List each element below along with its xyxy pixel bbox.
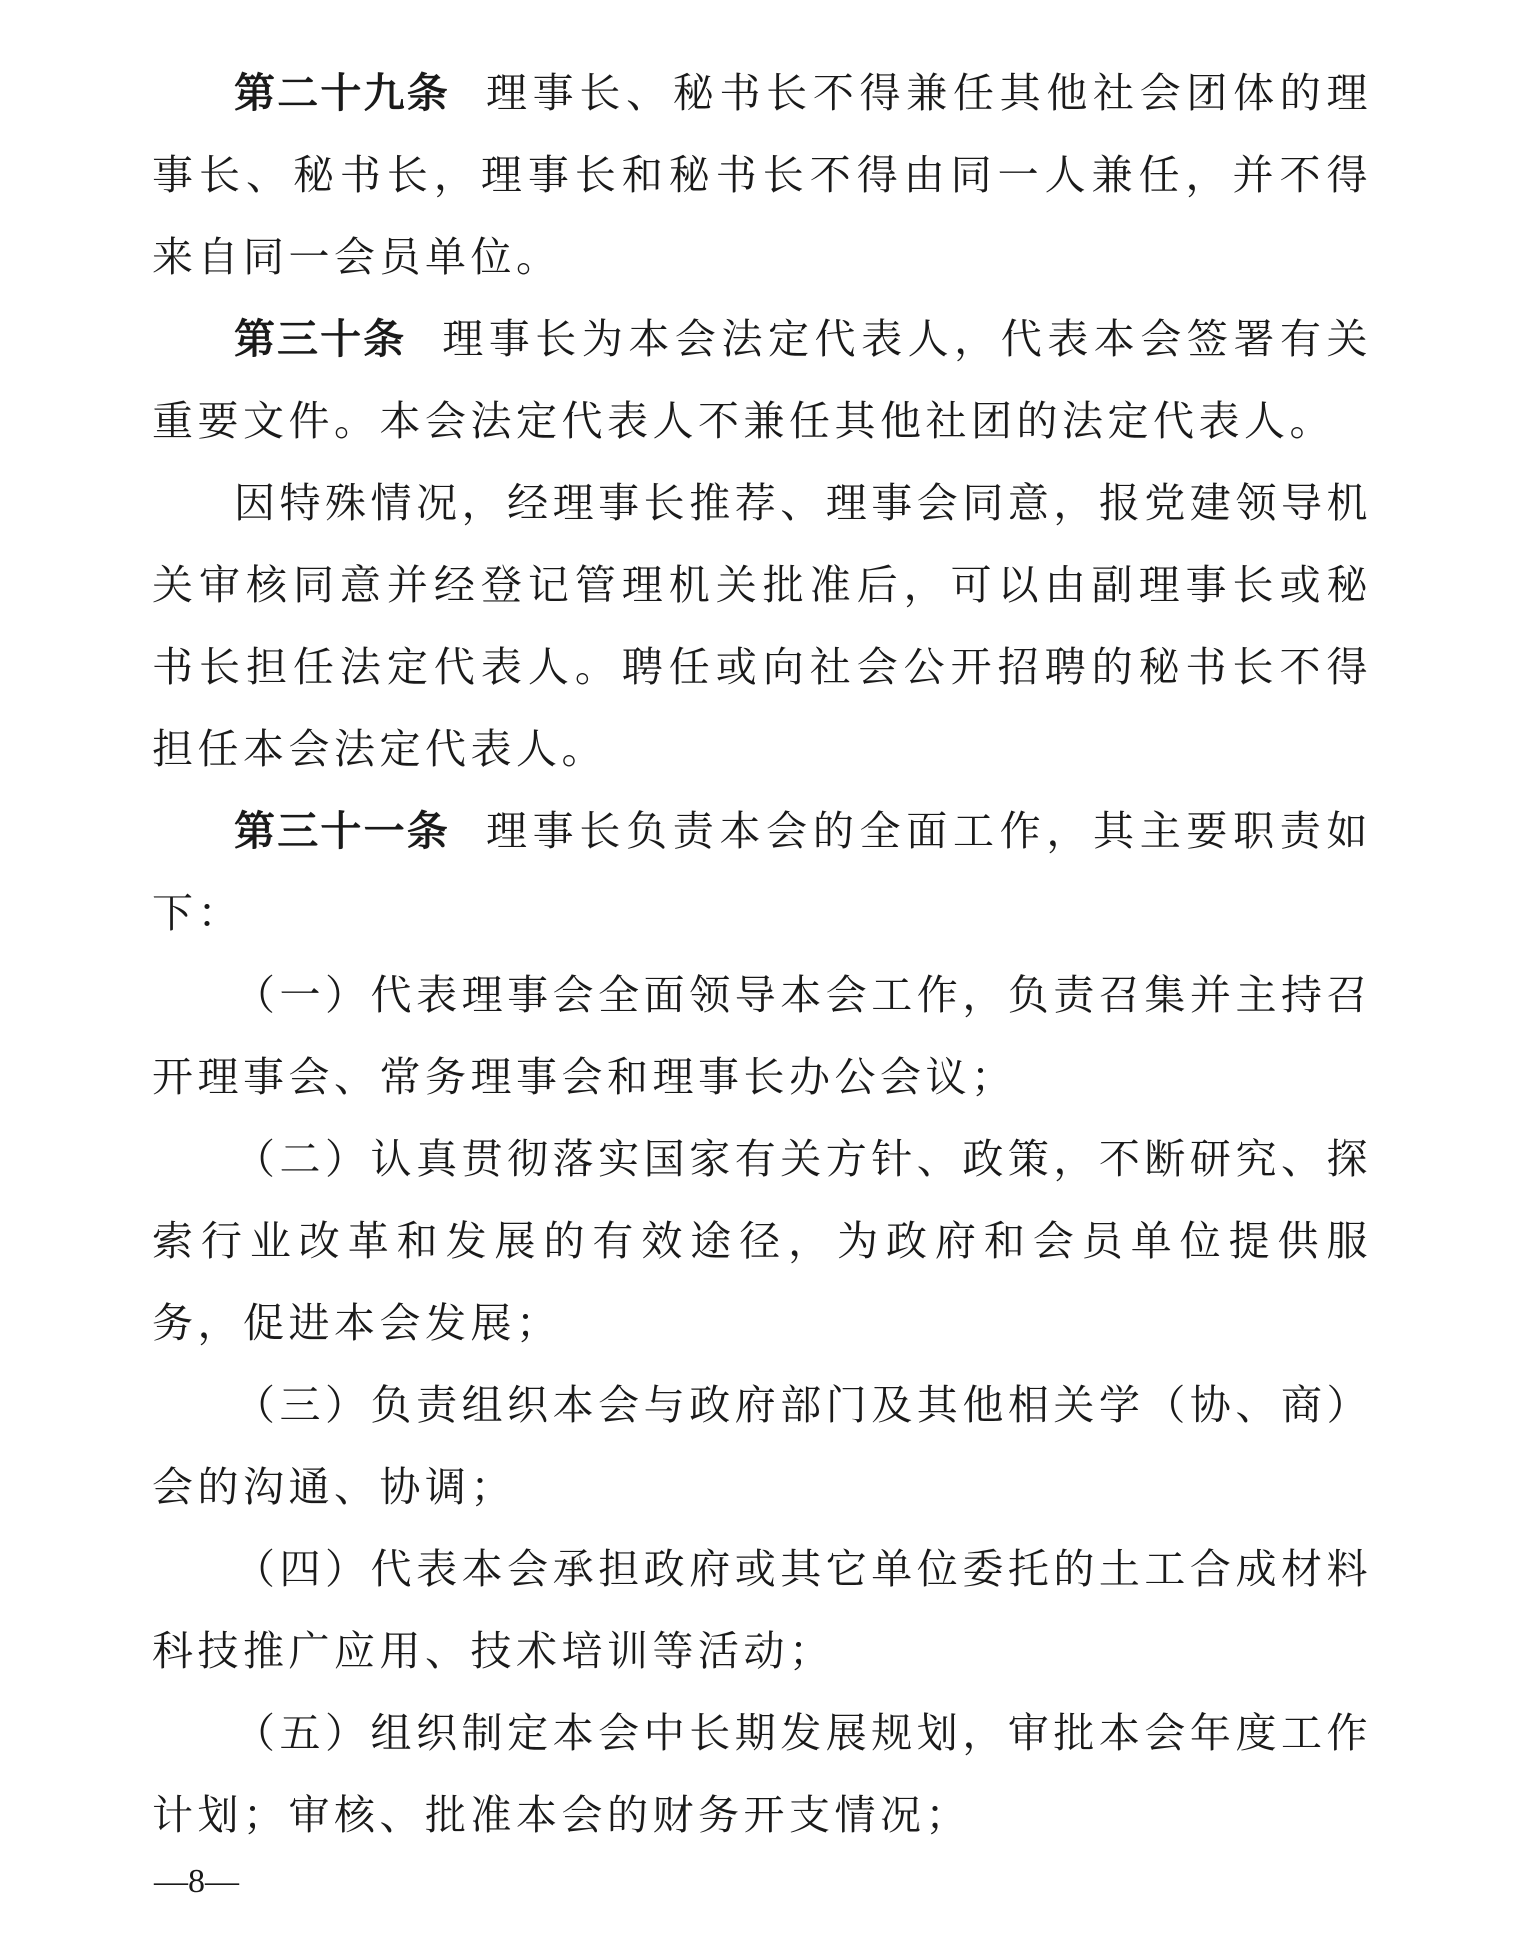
paragraph-text: 因特殊情况，经理事长推荐、理事会同意，报党建领导机关审核同意并经登记管理机关批准后，可以由副理事长或秘书长担任法定代表人。聘任或向社会公开招聘的秘书长不得担任本会法定代表人。 xyxy=(152,479,1372,773)
list-item-text: （三）负责组织本会与政府部门及其他相关学（协、商）会的沟通、协调； xyxy=(152,1381,1372,1511)
list-item-text: （一）代表理事会全面领导本会工作，负责召集并主持召开理事会、常务理事会和理事长办公会议； xyxy=(152,971,1372,1101)
list-item-text: （四）代表本会承担政府或其它单位委托的土工合成材料科技推广应用、技术培训等活动； xyxy=(152,1545,1372,1675)
article-number: 第三十一条 xyxy=(234,807,450,855)
page-number: —8— xyxy=(154,1863,239,1900)
list-item-text: （五）组织制定本会中长期发展规划，审批本会年度工作计划；审核、批准本会的财务开支情况； xyxy=(152,1709,1372,1839)
list-item-text: （二）认真贯彻落实国家有关方针、政策，不断研究、探索行业改革和发展的有效途径，为政府和会员单位提供服务，促进本会发展； xyxy=(152,1135,1372,1347)
duty-item-1 xyxy=(152,954,1372,1118)
article-text: 理事长、秘书长不得兼任其他社会团体的理事长、秘书长，理事长和秘书长不得由同一人兼任，并不得来自同一会员单位。 xyxy=(152,69,1373,281)
duty-item-5 xyxy=(152,1692,1372,1856)
document-body xyxy=(152,52,1372,1856)
article-number: 第二十九条 xyxy=(234,69,450,117)
article-text: 理事长为本会法定代表人，代表本会签署有关重要文件。本会法定代表人不兼任其他社团的法定代表人。 xyxy=(152,315,1373,445)
article-30-clause-2 xyxy=(152,462,1372,790)
article-31-paragraph xyxy=(152,790,1372,954)
duty-item-4 xyxy=(152,1528,1372,1692)
article-29-paragraph xyxy=(152,52,1372,298)
article-number: 第三十条 xyxy=(234,315,407,363)
duty-item-3 xyxy=(152,1364,1372,1528)
article-text: 理事长负责本会的全面工作，其主要职责如下： xyxy=(152,807,1373,937)
duty-item-2 xyxy=(152,1118,1372,1364)
article-30-paragraph xyxy=(152,298,1372,462)
